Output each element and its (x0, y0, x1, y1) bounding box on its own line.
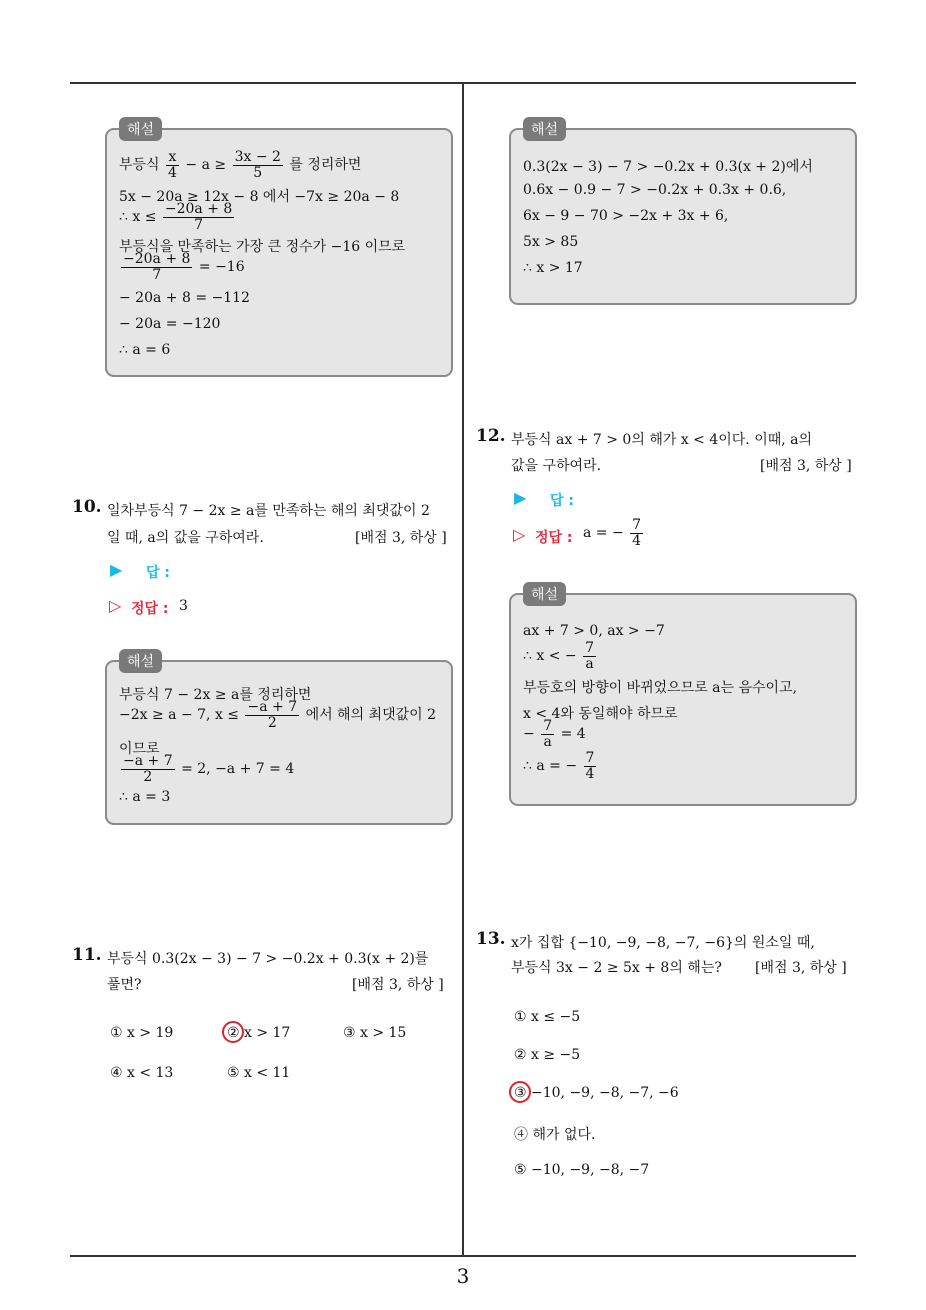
option-3[interactable]: ③ −10, −9, −8, −7, −6 (514, 1085, 679, 1101)
question-text: 풀면? (107, 977, 142, 993)
option-1[interactable]: ① x ≤ −5 (514, 1009, 581, 1025)
fraction: $\frac{-a + 7}{2}$ (247, 699, 298, 731)
fraction: $\frac{-a + 7}{2}$ (123, 753, 173, 785)
option-5[interactable]: ⑤ x < 11 (227, 1065, 291, 1081)
solution-line: 부등식 $\frac{x}{4}$ − a ≥ $\frac{3x - 2}{5}$ 를 정리하면 (119, 149, 362, 181)
solution-line: $\frac{-20a + 8}{7}$ = −16 (123, 251, 245, 283)
bottom-rule (70, 1255, 856, 1257)
question-number: 12. (476, 426, 506, 446)
solution-line: 부등식을 만족하는 가장 큰 정수가 −16 이므로 (119, 239, 406, 255)
question-number: 13. (476, 929, 506, 949)
solution-line: ∴ x ≤ $\frac{-20a + 8}{7}$ (119, 201, 233, 233)
solution-line: − 20a + 8 = −112 (119, 290, 250, 306)
fraction: $\frac{3x - 2}{5}$ (234, 149, 281, 181)
fraction: $\frac{x}{4}$ (168, 149, 177, 181)
solution-line: ∴ a = 3 (119, 789, 171, 805)
question-text: 일 때, a의 값을 구하여라. (107, 530, 264, 546)
question-text: 부등식 0.3(2x − 3) − 7 > −0.2x + 0.3(x + 2)를 (107, 951, 429, 967)
answer-label: 답 : (146, 565, 170, 581)
question-text: 일차부등식 7 − 2x ≥ a를 만족하는 해의 최댓값이 2 (107, 503, 430, 519)
fraction: $\frac{7}{a}$ (585, 640, 594, 672)
correct-label: 정답 : (131, 601, 169, 617)
solution-line: 부등호의 방향이 바뀌었으므로 a는 음수이고, (523, 680, 798, 696)
solution-line: − 20a = −120 (119, 316, 221, 332)
page-number: 3 (456, 1264, 470, 1288)
solution-line: 5x > 85 (523, 234, 579, 250)
solution-tag: 해설 (523, 582, 566, 606)
option-4[interactable]: ④ 해가 없다. (514, 1127, 596, 1143)
solution-line: 이므로 (119, 741, 160, 757)
solution-line: ∴ a = − $\frac{7}{4}$ (523, 750, 595, 782)
score-label: [배점 3, 하상 ] (352, 977, 444, 993)
option-2[interactable]: ② x > 17 (227, 1025, 291, 1041)
solution-line: −2x ≥ a − 7, x ≤ $\frac{-a + 7}{2}$ 에서 해의 최댓값이 2 (119, 699, 437, 731)
solution-box-11 (509, 122, 857, 305)
solution-line: ∴ a = 6 (119, 342, 171, 358)
solution-line: 0.3(2x − 3) − 7 > −0.2x + 0.3(x + 2)에서 (523, 159, 813, 175)
column-divider (462, 84, 464, 1255)
answer-arrow-icon: ▶ (110, 560, 123, 579)
correct-arrow-icon: ▷ (109, 596, 122, 615)
fraction: $\frac{7}{4}$ (632, 517, 642, 549)
correct-label: 정답 : (535, 530, 573, 546)
option-1[interactable]: ① x > 19 (110, 1025, 174, 1041)
fraction: $\frac{-20a + 8}{7}$ (164, 201, 233, 233)
solution-tag: 해설 (119, 649, 162, 673)
score-label: [배점 3, 하상 ] (355, 530, 447, 546)
solution-line: 5x − 20a ≥ 12x − 8 에서 −7x ≥ 20a − 8 (119, 189, 400, 205)
solution-line: ax + 7 > 0, ax > −7 (523, 623, 665, 639)
fraction: $\frac{-20a + 8}{7}$ (123, 251, 191, 283)
question-text: x가 집합 {−10, −9, −8, −7, −6}의 원소일 때, (511, 935, 815, 951)
option-3[interactable]: ③ x > 15 (343, 1025, 407, 1041)
question-number: 11. (72, 945, 102, 965)
correct-value: a = − $\frac{7}{4}$ (583, 517, 642, 549)
question-text: 부등식 3x − 2 ≥ 5x + 8의 해는? (511, 960, 722, 976)
solution-box-10 (105, 654, 453, 825)
selected-mark-icon (509, 1081, 531, 1103)
solution-box-9 (105, 122, 453, 377)
selected-mark-icon (222, 1021, 244, 1043)
solution-line: 부등식 7 − 2x ≥ a를 정리하면 (119, 687, 312, 703)
question-text: 값을 구하여라. (511, 458, 602, 474)
solution-line: 6x − 9 − 70 > −2x + 3x + 6, (523, 208, 729, 224)
fraction: $\frac{7}{a}$ (543, 718, 553, 750)
solution-box-12 (509, 587, 857, 806)
solution-line: ∴ x > 17 (523, 260, 583, 276)
correct-value: 3 (179, 598, 188, 614)
solution-line: 0.6x − 0.9 − 7 > −0.2x + 0.3x + 0.6, (523, 182, 787, 198)
score-label: [배점 3, 하상 ] (760, 458, 852, 474)
solution-line: $\frac{-a + 7}{2}$ = 2, −a + 7 = 4 (123, 753, 295, 785)
solution-line: − $\frac{7}{a}$ = 4 (523, 718, 586, 750)
option-2[interactable]: ② x ≥ −5 (514, 1047, 581, 1063)
solution-tag: 해설 (523, 117, 566, 141)
question-number: 10. (72, 497, 102, 517)
solution-line: x < 4와 동일해야 하므로 (523, 706, 678, 722)
option-4[interactable]: ④ x < 13 (110, 1065, 174, 1081)
solution-tag: 해설 (119, 117, 162, 141)
solution-line: ∴ x < − $\frac{7}{a}$ (523, 640, 594, 672)
score-label: [배점 3, 하상 ] (755, 960, 847, 976)
fraction: $\frac{7}{4}$ (585, 750, 595, 782)
question-text: 부등식 ax + 7 > 0의 해가 x < 4이다. 이때, a의 (511, 432, 813, 448)
option-5[interactable]: ⑤ −10, −9, −8, −7 (514, 1162, 650, 1178)
answer-arrow-icon: ▶ (514, 488, 527, 507)
correct-arrow-icon: ▷ (513, 525, 526, 544)
answer-label: 답 : (550, 493, 574, 509)
